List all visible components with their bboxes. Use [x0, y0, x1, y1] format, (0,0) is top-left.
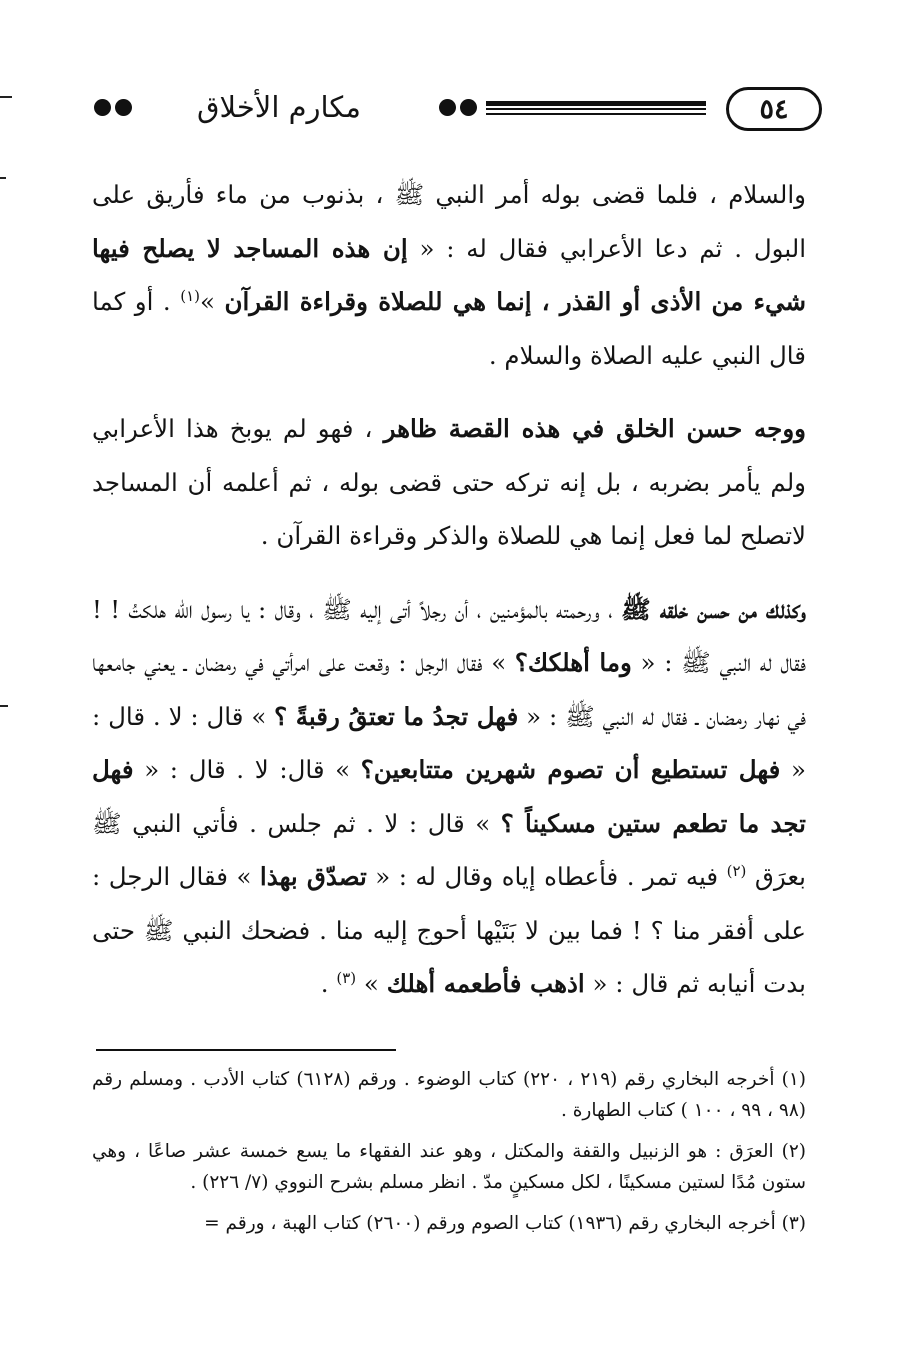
footnote-2: (٢) العرَق : هو الزنبيل والقفة والمكتل ، وهو عند الفقهاء ما يسع خمسة عشر صاعًا ، وهي ستون مُدًا لستين مسكينًا ، لكل مسكينٍ مدّ . انظر مسلم بشرح النووي (٧/ ٢٢٦) .	[92, 1141, 806, 1193]
text-run: » فقال الرجل : على أفقر منا ؟ ! فما بين لا بَتَيْها أحوج إليه منا . فضحك النبي ﷺ حتى بدت أنيابه ثم قال : «	[92, 862, 806, 998]
footnote-ref-3: (٣)	[336, 968, 357, 987]
footnote-ref-1: (١)	[180, 286, 200, 305]
hadith-quote: وما أهلكك؟	[514, 648, 632, 677]
text-run: .	[320, 969, 337, 998]
text-run: فيه تمر . فأعطاه إياه وقال له : «	[366, 862, 727, 891]
ornament-dots-right	[439, 99, 477, 116]
text-run: ، ورحمته بالمؤمنين ، أن رجلاً أتى إليه ﷺ ، وقال : يا رسول الله هلكتُ ! ! فقال له النبي ﷺ : «	[92, 594, 806, 677]
text-run: ، فهو لم يوبخ هذا الأعرابي ولم يأمر بضربه ، بل إنه تركه حتى قضى بوله ، ثم أعلمه أن المساجد لاتصلح لما فعل إنما هي للصلاة والذكر وقراءة القرآن .	[92, 414, 806, 550]
text-run: » قال: لا . قال : «	[133, 755, 361, 784]
hadith-quote: إن هذه المساجد لا يصلح فيها شيء من الأذى أو القذر ، إنما هي للصلاة وقراءة القرآن	[92, 233, 806, 316]
text-run: والسلام ، فلما قضى بوله أمر النبي ﷺ ، بذنوب من ماء فأريق على البول . ثم دعا الأعرابي فقال له : «	[92, 180, 806, 263]
running-title: مكارم الأخلاق	[197, 90, 361, 124]
hadith-quote: فهل تستطيع أن تصوم شهرين متتابعين؟	[360, 755, 781, 784]
paragraph-2	[92, 402, 806, 563]
footnote-1: (١) أخرجه البخاري رقم (٢١٩ ، ٢٢٠) كتاب الوضوء . ورقم (٦١٢٨) كتاب الأدب . ومسلم رقم (٩٨ ، ٩٩ ، ١٠٠ ) كتاب الطهارة .	[92, 1069, 806, 1121]
lead-phrase: ووجه حسن الخلق في هذه القصة ظاهر	[383, 414, 806, 443]
page-header	[88, 82, 822, 138]
text-run: » قال : لا . قال : «	[92, 701, 806, 784]
page-number-badge: ٥٤	[726, 87, 822, 131]
hadith-quote: اذهب فأطعمه أهلك	[386, 969, 585, 998]
lead-phrase: وكذلك من حسن خلقه ﷺ	[621, 594, 806, 624]
hadith-quote: تصدّق بهذا	[259, 862, 367, 891]
ornament-dot	[460, 99, 477, 116]
ornament-dot	[115, 99, 132, 116]
scan-speck	[0, 177, 6, 179]
text-run: . أو كما قال النبي عليه الصلاة والسلام .	[92, 287, 806, 370]
header-rule	[486, 101, 706, 115]
footnotes	[92, 1064, 806, 1239]
ornament-dots-left	[94, 99, 132, 116]
text-run: » قال : لا . ثم جلس . فأتي النبي ﷺ بعرَق	[92, 808, 807, 891]
ornament-dot	[439, 99, 456, 116]
text-run: » فقال الرجل : وقعت على امرأتي في رمضان ـ يعني جامعها في نهار رمضان ـ فقال له النبي ﷺ : «	[92, 648, 807, 731]
main-text	[92, 168, 806, 1011]
scan-speck	[0, 96, 12, 98]
paragraph-3	[92, 583, 806, 1011]
footnote-3: (٣) أخرجه البخاري رقم (١٩٣٦) كتاب الصوم ورقم (٢٦٠٠) كتاب الهبة ، ورقم =	[204, 1213, 806, 1234]
hadith-quote: فهل تجدُ ما تعتقُ رقبةً ؟	[274, 701, 519, 731]
ornament-dot	[94, 99, 111, 116]
footnote-ref-2: (٢)	[726, 861, 747, 880]
paragraph-1	[92, 168, 806, 382]
scan-speck	[0, 705, 8, 707]
hadith-quote: فهل تجد ما تطعم ستين مسكيناً ؟	[92, 755, 807, 838]
text-run: »	[356, 969, 387, 998]
text-run: »	[200, 287, 225, 316]
footnote-separator	[96, 1049, 396, 1051]
